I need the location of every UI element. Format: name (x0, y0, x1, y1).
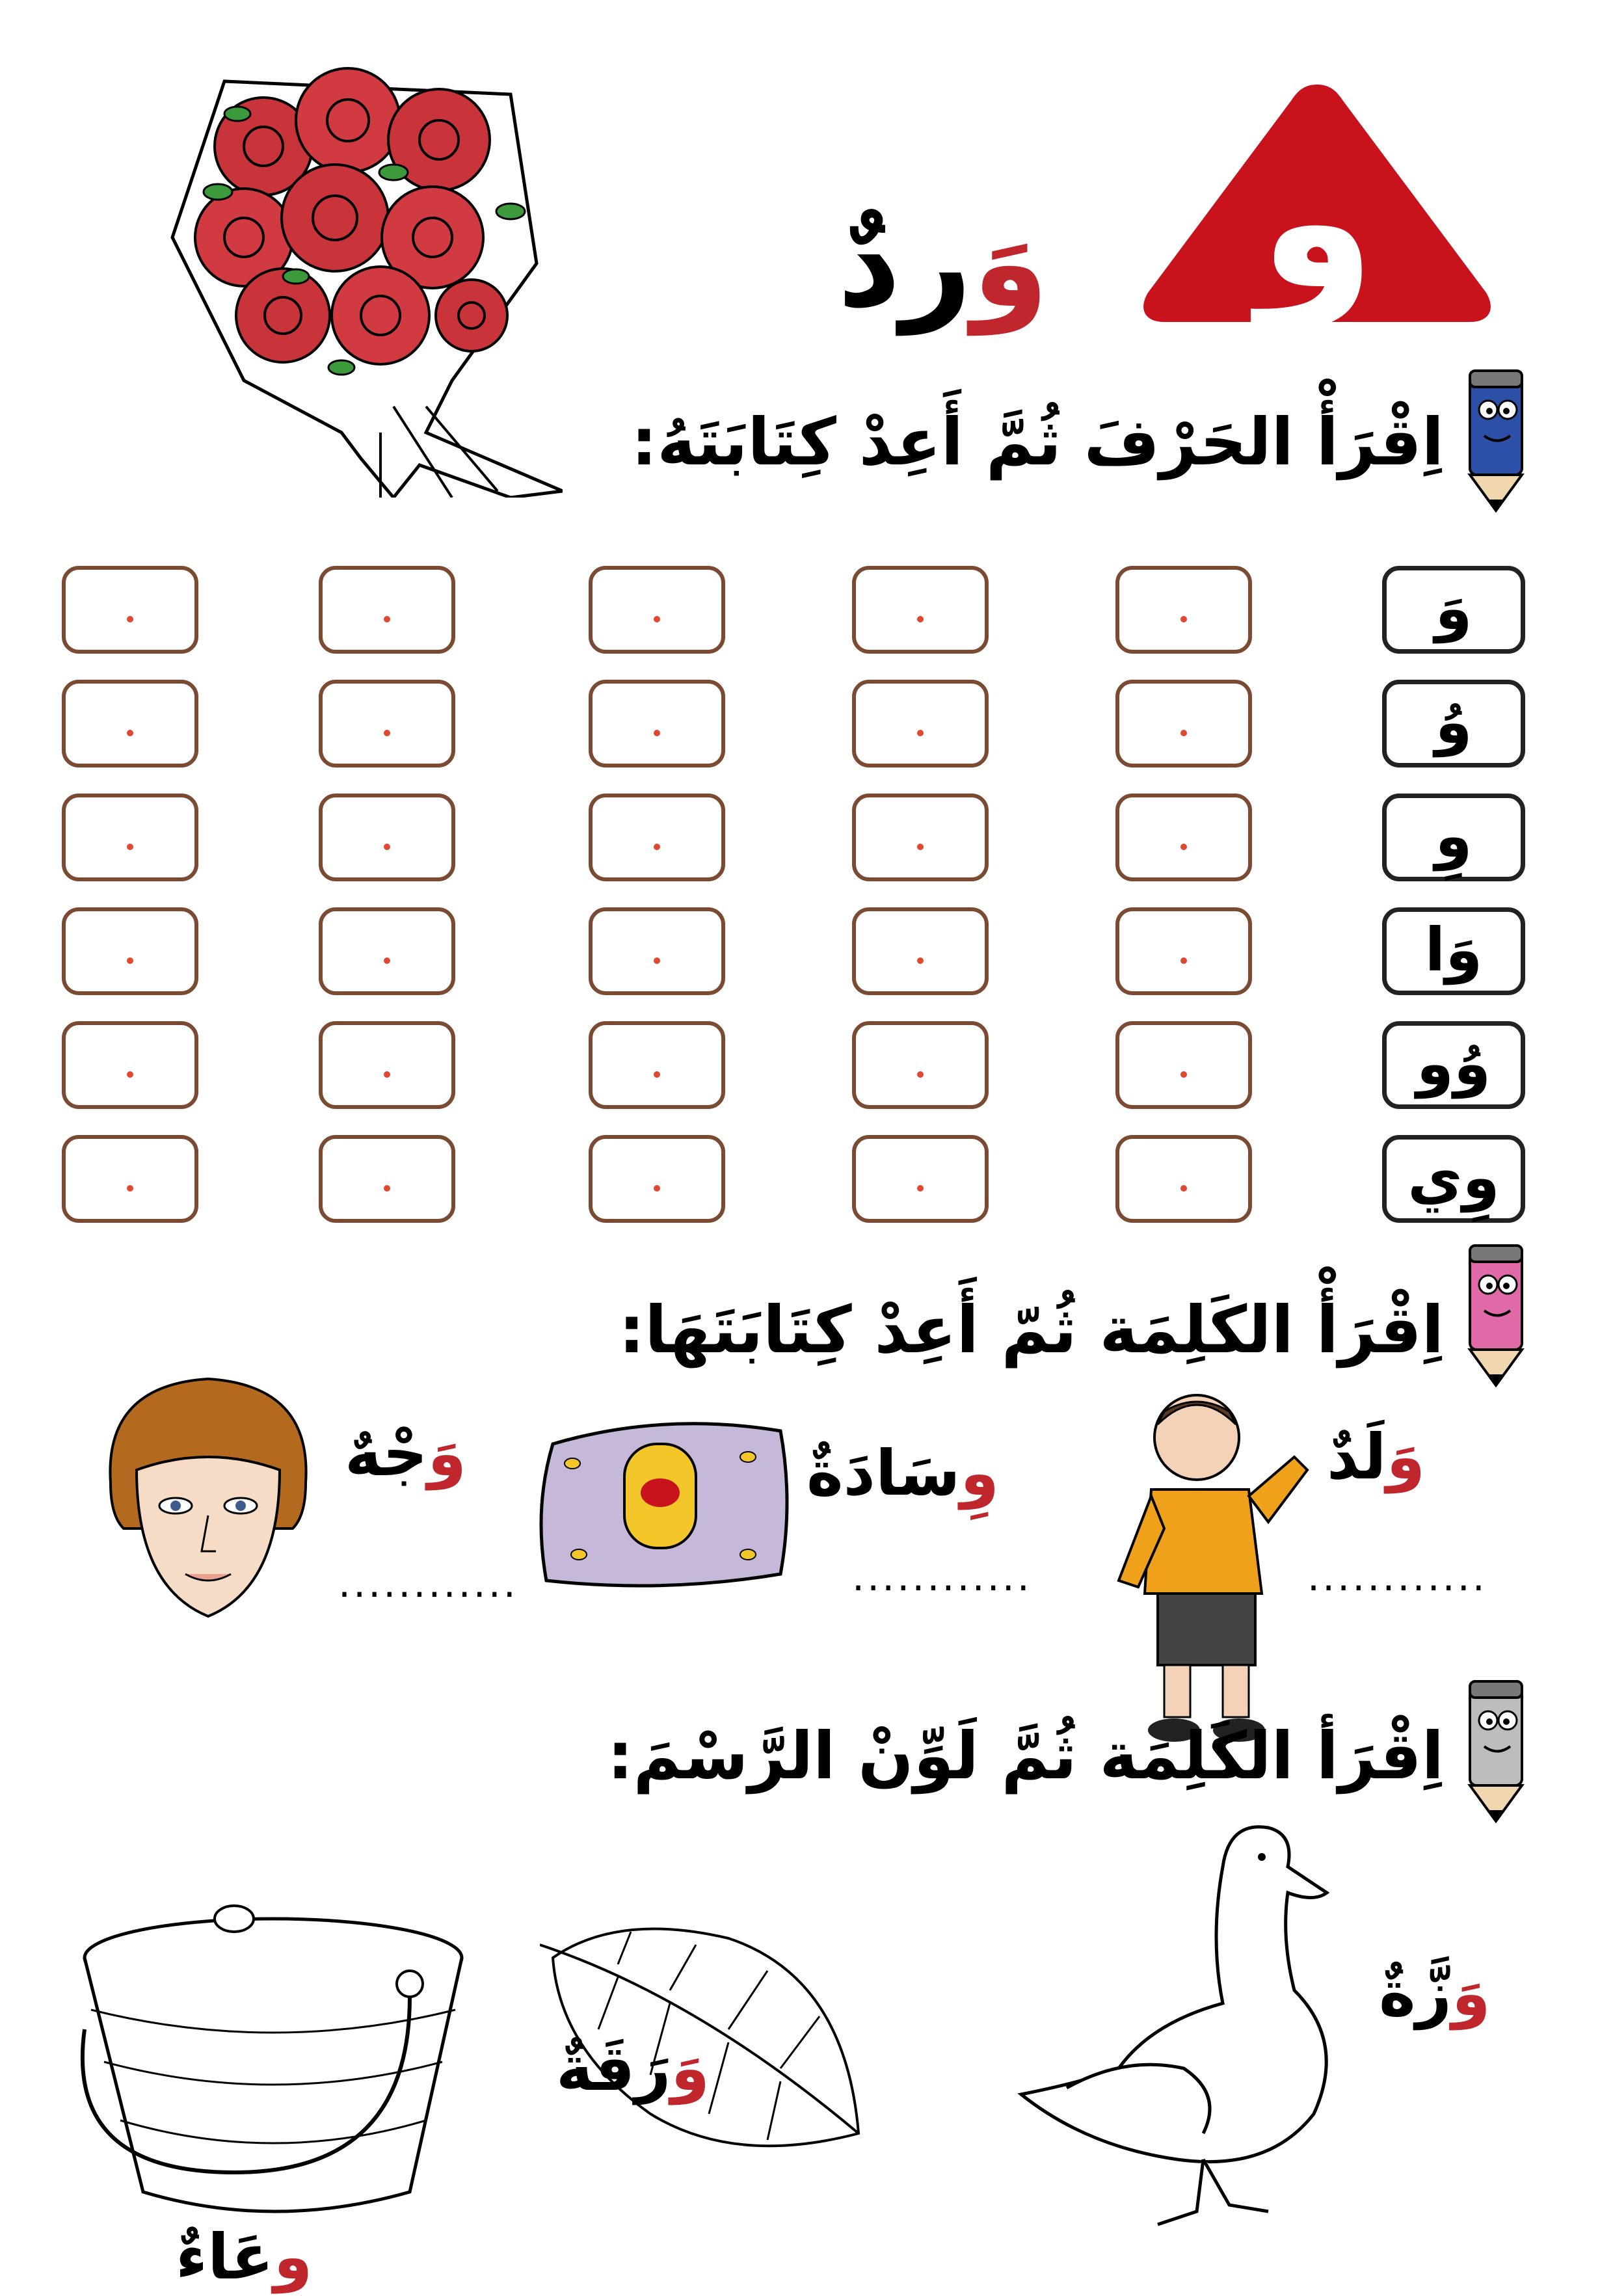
writing-box[interactable] (62, 1135, 198, 1223)
writing-box[interactable] (319, 794, 455, 881)
writing-box[interactable] (852, 566, 989, 654)
start-dot (1180, 1071, 1187, 1078)
start-dot (384, 730, 390, 736)
writing-line[interactable]: ............ (1307, 1555, 1487, 1600)
writing-box[interactable] (62, 1021, 198, 1109)
start-dot (127, 1071, 133, 1078)
writing-box[interactable] (589, 680, 725, 768)
pillow-icon (533, 1405, 800, 1600)
writing-box[interactable] (319, 1021, 455, 1109)
word-wisada (806, 1434, 999, 1512)
start-dot (654, 1071, 660, 1078)
start-dot (1180, 957, 1187, 964)
model-syllable-rest: و (1416, 1029, 1454, 1099)
word-wajh (345, 1415, 466, 1493)
model-syllable-letter: وِ (1462, 1143, 1500, 1212)
writing-box[interactable] (1115, 680, 1252, 768)
start-dot (917, 730, 924, 736)
color-word-wiaa (176, 2218, 312, 2296)
pencil-icon (1457, 364, 1535, 514)
model-syllable-rest: ي (1407, 1143, 1463, 1212)
model-syllable-box (1382, 680, 1525, 768)
model-syllable-letter: وَ (1445, 915, 1483, 985)
model-syllable-letter: وُ (1435, 687, 1473, 757)
title-word-first-letter: وَ (972, 191, 1049, 335)
writing-box[interactable] (1115, 1135, 1252, 1223)
writing-box[interactable] (589, 1021, 725, 1109)
writing-box[interactable] (589, 566, 725, 654)
writing-box[interactable] (852, 1021, 989, 1109)
start-dot (127, 730, 133, 736)
badge-letter: و (1258, 112, 1376, 331)
start-dot (1180, 1185, 1187, 1192)
pencil-icon (1457, 1675, 1535, 1824)
rose-bouquet-icon (146, 42, 563, 498)
writing-box[interactable] (589, 907, 725, 995)
writing-box[interactable] (62, 794, 198, 881)
writing-box[interactable] (852, 907, 989, 995)
model-syllable-letter: وِ (1435, 801, 1473, 871)
start-dot (654, 844, 660, 850)
writing-box[interactable] (62, 680, 198, 768)
start-dot (917, 1185, 924, 1192)
writing-box[interactable] (319, 1135, 455, 1223)
start-dot (384, 1071, 390, 1078)
face-icon (98, 1372, 319, 1626)
color-word-rest: عَاءٌ (176, 2221, 274, 2293)
word-rest: سَادَةٌ (806, 1437, 961, 1510)
start-dot (384, 616, 390, 622)
writing-box[interactable] (852, 680, 989, 768)
writing-box[interactable] (852, 794, 989, 881)
instruction-read-color: اِقْرَأ الكَلِمَة ثُمَّ لَوِّنْ الرَّسْمَ: (607, 1718, 1444, 1794)
model-syllable-letter: وَ (1435, 574, 1473, 643)
pencil-icon (1457, 1239, 1535, 1389)
model-syllable-box (1382, 1021, 1525, 1109)
writing-box[interactable] (852, 1135, 989, 1223)
start-dot (384, 844, 390, 850)
start-dot (1180, 616, 1187, 622)
letter-triangle-badge (1135, 72, 1499, 332)
model-syllable-box (1382, 907, 1525, 995)
instruction-read-word: اِقْرَأْ الكَلِمَة ثُمّ أَعِدْ كِتَابَتَهَا: (619, 1292, 1444, 1368)
start-dot (127, 1185, 133, 1192)
instruction-read-letter: اِقْرَأْ الحَرْفَ ثُمَّ أَعِدْ كِتَابَتَهُ: (631, 404, 1444, 480)
start-dot (654, 730, 660, 736)
start-dot (654, 1185, 660, 1192)
word-first-letter: وَ (427, 1417, 467, 1490)
writing-box[interactable] (1115, 794, 1252, 881)
start-dot (917, 844, 924, 850)
color-word-wazza (1379, 1955, 1491, 2033)
writing-box[interactable] (1115, 1021, 1252, 1109)
start-dot (127, 957, 133, 964)
start-dot (654, 957, 660, 964)
writing-box[interactable] (589, 794, 725, 881)
model-syllable-rest: ا (1424, 915, 1446, 985)
color-word-waraqa (556, 2029, 710, 2107)
start-dot (917, 616, 924, 622)
title-word (806, 191, 1080, 335)
writing-box[interactable] (62, 566, 198, 654)
start-dot (917, 1071, 924, 1078)
bucket-icon (72, 1899, 488, 2231)
writing-box[interactable] (319, 680, 455, 768)
writing-box[interactable] (62, 907, 198, 995)
model-syllable-box (1382, 1135, 1525, 1223)
writing-box[interactable] (1115, 907, 1252, 995)
color-word-first-letter: وَ (671, 2032, 710, 2105)
color-word-rest: رَقَةٌ (556, 2032, 671, 2105)
start-dot (127, 844, 133, 850)
model-syllable-box (1382, 566, 1525, 654)
word-rest: لَدٌ (1327, 1421, 1387, 1493)
start-dot (384, 1185, 390, 1192)
start-dot (917, 957, 924, 964)
duck-icon (1008, 1808, 1411, 2231)
writing-line[interactable]: ............ (338, 1561, 518, 1607)
writing-box[interactable] (319, 566, 455, 654)
color-word-rest: زَّةٌ (1379, 1957, 1452, 2030)
color-word-first-letter: وَ (1451, 1957, 1491, 2030)
boy-icon (1099, 1385, 1314, 1750)
start-dot (1180, 844, 1187, 850)
start-dot (127, 616, 133, 622)
word-rest: جْهٌ (345, 1417, 428, 1490)
title-word-rest: ردٌ (837, 191, 972, 335)
word-first-letter: وِ (960, 1437, 1000, 1510)
writing-box[interactable] (319, 907, 455, 995)
word-first-letter: وَ (1386, 1421, 1426, 1493)
start-dot (384, 957, 390, 964)
writing-line[interactable]: ............ (852, 1555, 1032, 1600)
start-dot (654, 616, 660, 622)
color-word-first-letter: وِ (273, 2221, 313, 2293)
model-syllable-letter: وُ (1454, 1029, 1491, 1099)
writing-box[interactable] (589, 1135, 725, 1223)
writing-box[interactable] (1115, 566, 1252, 654)
start-dot (1180, 730, 1187, 736)
word-walad (1327, 1418, 1425, 1496)
model-syllable-box (1382, 794, 1525, 881)
